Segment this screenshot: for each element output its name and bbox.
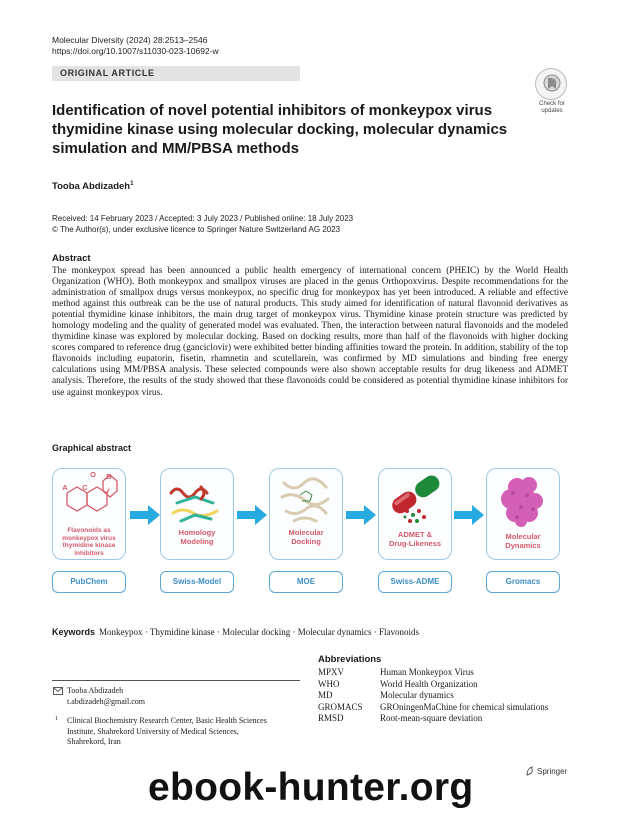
ga-label-line: Docking <box>291 536 321 546</box>
abbr-term: GROMACS <box>318 701 363 712</box>
abstract-text: The monkeypox spread has been announced a public health emergency of international concern (PHEIC) by the World Health Organization (WHO). Both monkeypox and smallpox viruses are placed in the genus Orthopoxvirus. Despite recommendations for the administration of smallpox drugs versus monkeypox, no specific drug for monkeypox has yet been introduced. A reliable and effective method against this outbreak can be the use of natural products. This study aimed for identification of natural flavonoid derivatives as potential thymidine kinase inhibitors, the main drug target of monkeypox virus. Thymidine kinase protein structure was predicted by homology modeling and the quality of generated model was evaluated. Then, the interaction between natural flavonoids and the modeled thymidine kinase was explored by molecular docking. Based on docking results, more than half of the flavonoids with higher docking scores compared to reference drug (ganciclovir) were exhibited better binding affinities toward the protein. In addition, stability of the top flavonoids including eupatorin, fisetin, rhamnetin and scutellarein, was confirmed by MD simulations and binding free energy calculations using MM/PBSA analysis. These selected compounds were also shown acceptable results for drug likeness and ADMET analysis. Therefore, the results of the study showed that these flavonoids could be considered as potential thymidine kinase inhibitors for use against monkeypox virus. <box>52 266 568 398</box>
author-name: Tooba Abdizadeh <box>52 181 131 193</box>
arrow-right-icon <box>130 505 160 525</box>
copyright-line: © The Author(s), under exclusive licence to Springer Nature Switzerland AG 2023 <box>52 225 341 234</box>
arrow-right-icon <box>454 505 484 525</box>
ga-label-line: Drug-Likeness <box>388 538 442 548</box>
abbreviations-heading: Abbreviations <box>318 654 382 665</box>
bookmark-update-icon <box>543 74 561 94</box>
protein-surface-icon <box>487 471 559 529</box>
graphical-abstract <box>52 458 568 606</box>
affiliation-number: 1 <box>55 716 58 722</box>
abbr-term: MPXV <box>318 667 345 677</box>
keywords-label: Keywords <box>52 627 96 637</box>
correspondence-name: Tooba Abdizadeh <box>67 686 124 695</box>
tool-gromacs: Gromacs <box>486 571 560 593</box>
abbr-definition: Root-mean-square deviation <box>380 713 483 723</box>
affiliation-text: Clinical Biochemistry Research Center, Basic Health Sciences Institute, Shahrekord University of Medical Sciences, Shahrekord, Iran <box>67 716 267 746</box>
ga-label-line: Homology <box>178 528 216 537</box>
abbr-definition: Molecular dynamics <box>380 690 454 700</box>
ga-card-admet <box>378 468 452 560</box>
ga-label-line: Molecular <box>288 528 324 537</box>
abbreviation-row <box>318 702 570 714</box>
check-for-updates-label <box>532 101 572 115</box>
ga-step-label <box>161 529 233 546</box>
ring-label-a: A <box>62 483 68 492</box>
ga-card-homology-modeling <box>160 468 234 560</box>
ga-card-molecular-docking <box>269 468 343 560</box>
tool-pubchem: PubChem <box>52 571 126 593</box>
ga-label-line: Modeling <box>180 536 214 546</box>
docking-protein-icon <box>270 471 342 527</box>
springer-horse-icon <box>525 766 535 776</box>
abbr-definition: World Health Organization <box>380 678 478 689</box>
abbreviation-row <box>318 667 570 679</box>
doi-link[interactable]: https://doi.org/10.1007/s11030-023-10692-w <box>52 46 219 56</box>
publisher-logo <box>525 766 567 776</box>
abbr-definition: GROningenMaChine for chemical simulations <box>380 701 549 712</box>
ring-oxygen-label: O <box>90 470 96 479</box>
ga-step-label <box>379 531 451 548</box>
journal-citation <box>52 35 219 57</box>
article-title: Identification of novel potential inhibitors of monkeypox virus thymidine kinase using molecular docking, molecular dynamics simulation and MM/PBSA methods <box>52 102 508 157</box>
abbr-term: WHO <box>318 678 340 689</box>
ga-label-line: thymidine kinase <box>62 542 116 549</box>
protein-ribbon-icon <box>161 473 233 529</box>
author-line <box>52 181 133 192</box>
author-affiliation-mark: 1 <box>130 181 134 187</box>
ga-step-label <box>53 527 125 557</box>
ga-label-line: ADMET & <box>397 530 433 539</box>
tool-swiss-model: Swiss-Model <box>160 571 234 593</box>
ring-label-b: B <box>106 472 112 481</box>
abbreviation-row <box>318 713 570 725</box>
abbreviation-row <box>318 679 570 691</box>
arrow-right-icon <box>346 505 376 525</box>
abstract-heading: Abstract <box>52 253 91 264</box>
update-label-line1: Check for <box>539 101 565 107</box>
ring-label-c: C <box>82 483 88 492</box>
footnote-divider <box>52 680 300 681</box>
graphical-abstract-heading: Graphical abstract <box>52 443 132 453</box>
capsule-pill-icon <box>379 471 451 527</box>
article-type-banner: ORIGINAL ARTICLE <box>52 66 300 81</box>
abbr-term: MD <box>318 690 333 700</box>
abbr-term: RMSD <box>318 713 344 723</box>
ga-label-line: monkeypox virus <box>62 534 116 542</box>
abbr-definition: Human Monkeypox Virus <box>380 667 474 677</box>
tool-swiss-adme: Swiss-ADME <box>378 571 452 593</box>
update-label-line2: updates <box>541 108 563 114</box>
correspondence-block <box>67 685 145 707</box>
keywords-list: Monkeypox · Thymidine kinase · Molecular docking · Molecular dynamics · Flavonoids <box>99 627 420 637</box>
publication-dates <box>52 213 353 235</box>
ga-card-flavonoids <box>52 468 126 560</box>
check-for-updates-badge[interactable] <box>535 68 567 100</box>
arrow-right-icon <box>237 505 267 525</box>
tool-moe: MOE <box>269 571 343 593</box>
watermark-text: ebook-hunter.org <box>148 766 474 809</box>
abbreviations-table <box>318 667 570 725</box>
ga-label-line: Molecular <box>505 532 541 541</box>
ga-label-line: inhibitors <box>74 549 104 557</box>
ga-step-label <box>487 533 559 550</box>
ga-card-molecular-dynamics <box>486 468 560 560</box>
publisher-name: Springer <box>537 767 568 776</box>
ga-label-line: Dynamics <box>505 540 541 550</box>
ga-label-line: Flavonoids as <box>67 527 111 534</box>
keywords-line <box>52 627 419 637</box>
journal-issue: Molecular Diversity (2024) 28:2513–2546 <box>52 35 208 45</box>
correspondence-email[interactable]: t.abdizadeh@gmail.com <box>67 697 146 706</box>
abbreviation-row <box>318 690 570 702</box>
envelope-icon <box>53 687 63 695</box>
ga-step-label <box>270 529 342 546</box>
dates-line: Received: 14 February 2023 / Accepted: 3 July 2023 / Published online: 18 July 2023 <box>52 214 354 223</box>
